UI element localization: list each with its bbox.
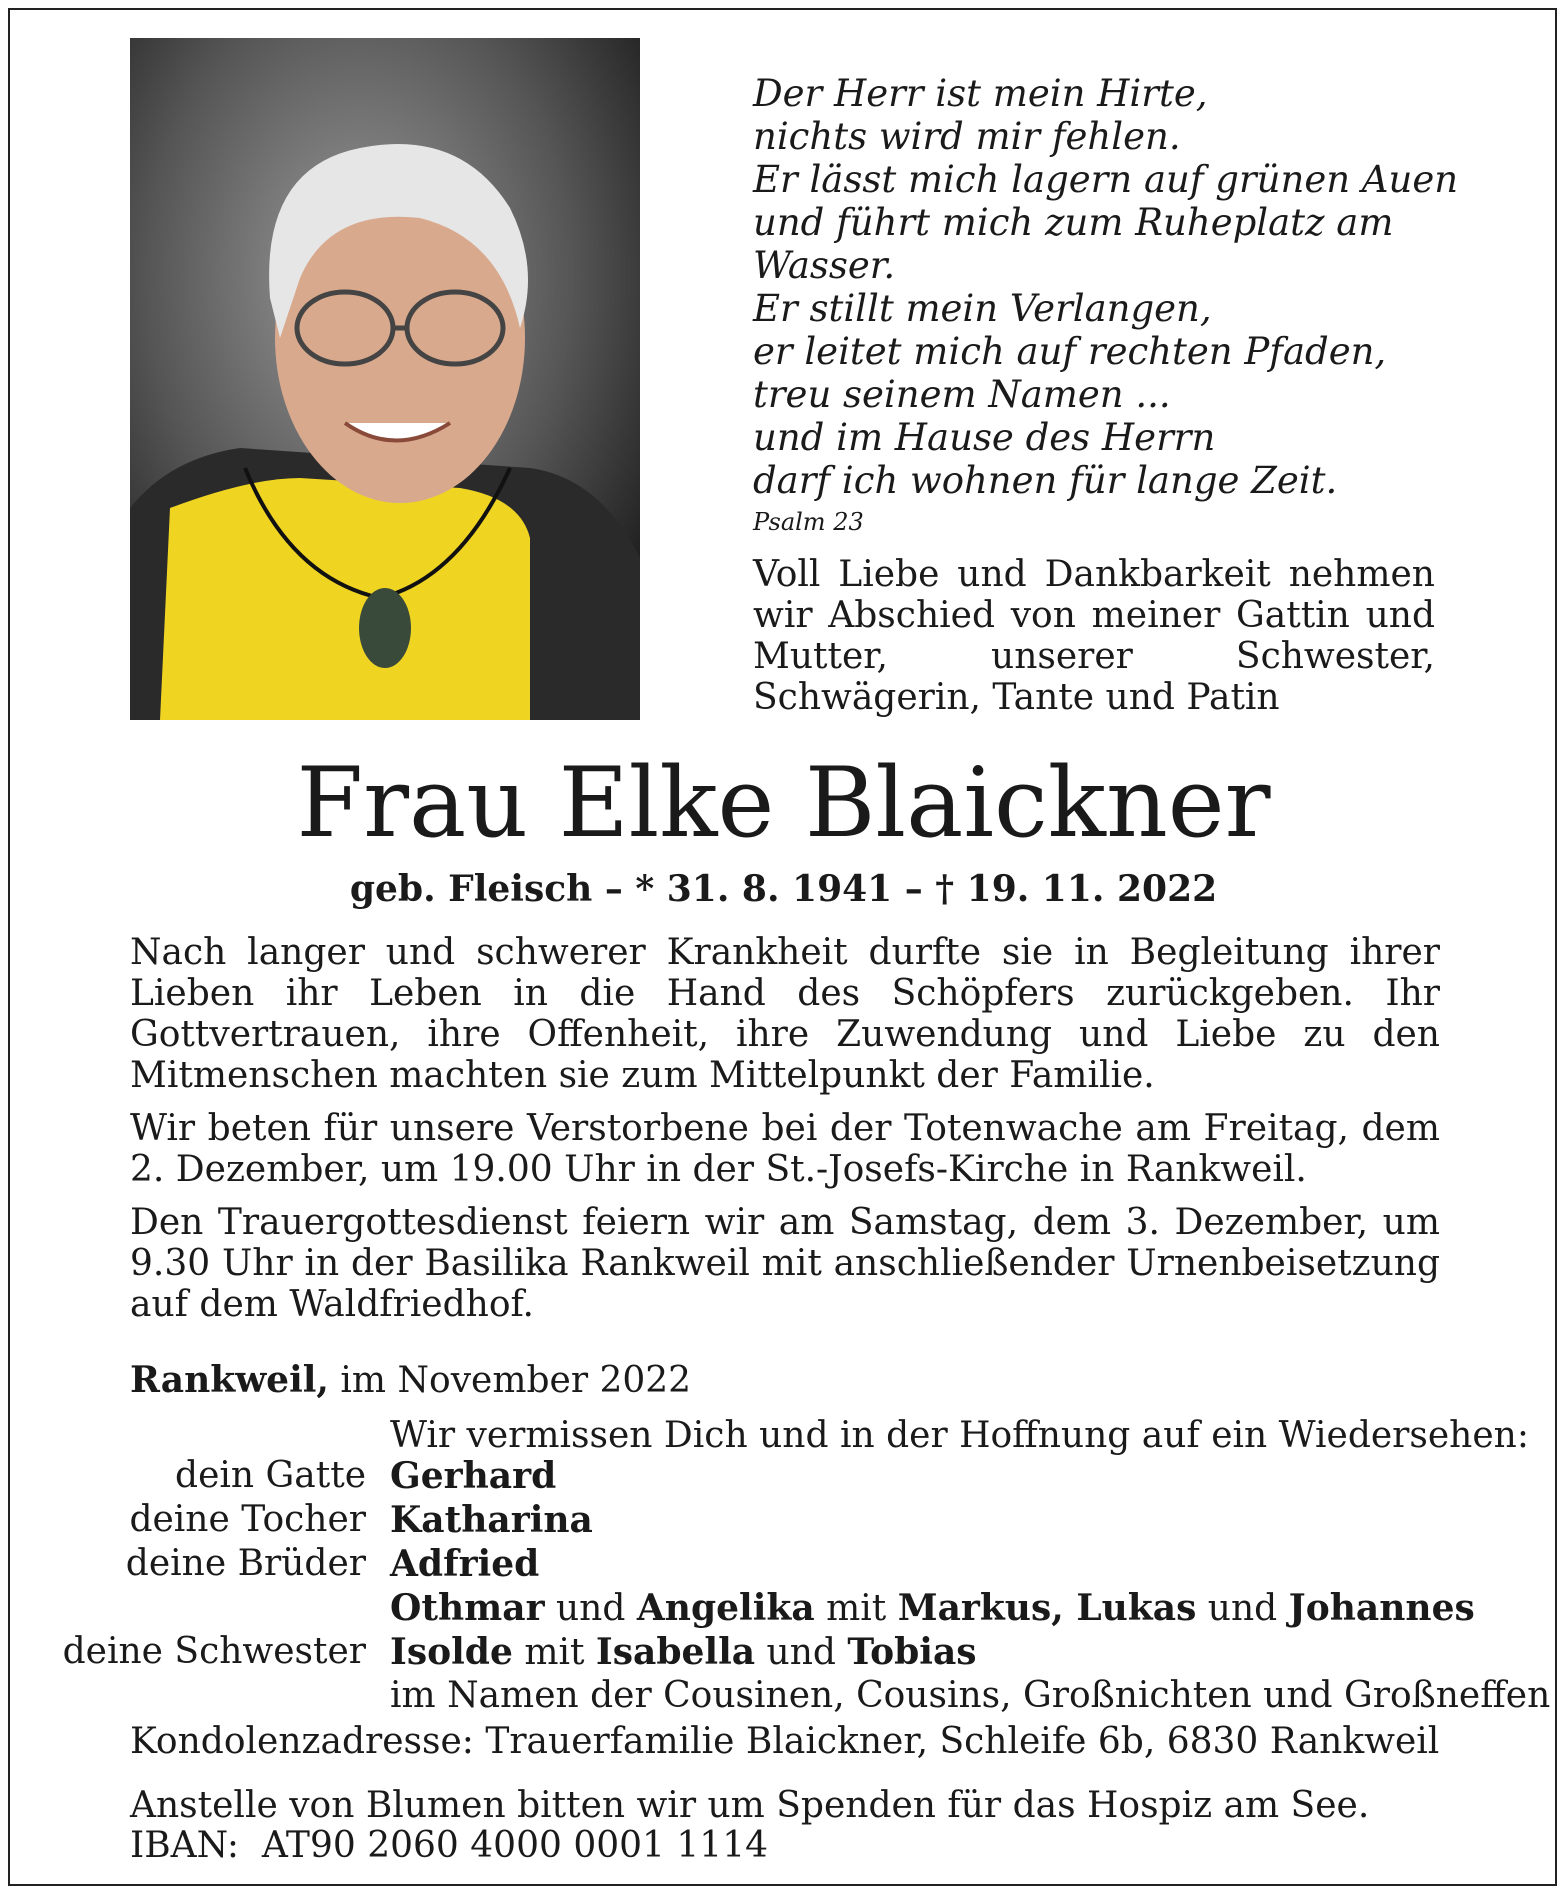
notice-body: [130, 932, 1440, 1337]
family-name: Isolde: [390, 1631, 513, 1673]
family-row: [40, 1674, 1551, 1718]
relation-label: deine Schwester: [62, 1631, 366, 1672]
psalm-line: und führt mich zum Ruheplatz am Wasser.: [753, 201, 1394, 287]
psalm-line: darf ich wohnen für lange Zeit.: [753, 459, 1338, 502]
place-town: Rankweil,: [130, 1359, 329, 1401]
portrait-photo: [130, 38, 640, 720]
family-row: [40, 1454, 1540, 1498]
relation-label: deine Brüder: [125, 1543, 366, 1584]
paragraph: Wir beten für unsere Verstorbene bei der Totenwache am Freitag, dem 2. Dezember, um 19.00 Uhr in der St.-Josefs-Kirche in Rankweil.: [130, 1108, 1440, 1190]
family-name: Katharina: [390, 1499, 593, 1541]
deceased-name: Frau Elke Blaickner: [296, 747, 1271, 859]
conjunction: und: [766, 1632, 836, 1673]
intro-text: Voll Liebe und Dankbarkeit nehmen wir Abschied von meiner Gattin und Mutter, unserer Schwester, Schwägerin, Tante und Patin: [753, 554, 1435, 718]
psalm-line: Er lässt mich lagern auf grünen Auen: [753, 158, 1459, 201]
family-names: [390, 1586, 1475, 1630]
donation-info: [130, 1786, 1369, 1866]
family-name: Isabella: [595, 1631, 756, 1673]
family-row: [40, 1542, 1540, 1586]
relation-label: deine Tocher: [129, 1499, 366, 1540]
life-dates: geb. Fleisch – * 31. 8. 1941 – † 19. 11. 2022: [349, 868, 1218, 910]
psalm-quote: [753, 72, 1513, 540]
family-name: Othmar: [390, 1587, 545, 1629]
family-name: Markus, Lukas: [897, 1587, 1197, 1629]
psalm-line: er leitet mich auf rechten Pfaden,: [753, 330, 1387, 373]
paragraph: Den Trauergottesdienst feiern wir am Samstag, dem 3. Dezember, um 9.30 Uhr in der Basilika Rankweil mit anschließender Urnenbeisetzung auf dem Waldfriedhof.: [130, 1202, 1440, 1325]
conjunction: und: [1207, 1588, 1278, 1629]
family-name: Adfried: [390, 1543, 540, 1585]
psalm-line: treu seinem Namen ...: [753, 373, 1171, 416]
conjunction: mit: [826, 1588, 887, 1629]
place-date-text: im November 2022: [340, 1360, 692, 1401]
psalm-line: und im Hause des Herrn: [753, 416, 1216, 459]
psalm-line: nichts wird mir fehlen.: [753, 115, 1181, 158]
family-name: Tobias: [847, 1631, 977, 1673]
family-list: [40, 1454, 1551, 1718]
iban: IBAN: AT90 2060 4000 0001 1114: [130, 1825, 768, 1866]
family-names: [390, 1630, 977, 1674]
cousins-line: im Namen der Cousinen, Cousins, Großnichten und Großneffen: [390, 1675, 1551, 1716]
place-date: [130, 1358, 691, 1403]
donation-text: Anstelle von Blumen bitten wir um Spenden für das Hospiz am See.: [130, 1785, 1370, 1826]
family-row: [40, 1498, 1540, 1542]
psalm-reference: Psalm 23: [753, 508, 864, 536]
family-row: [40, 1586, 1540, 1630]
family-name: Angelika: [636, 1587, 815, 1629]
family-row: [40, 1630, 1540, 1674]
family-name: Gerhard: [390, 1455, 557, 1497]
psalm-line: Er stillt mein Verlangen,: [753, 287, 1212, 330]
condolence-address: Kondolenzadresse: Trauerfamilie Blaickner, Schleife 6b, 6830 Rankweil: [130, 1721, 1440, 1762]
conjunction: und: [556, 1588, 626, 1629]
psalm-line: Der Herr ist mein Hirte,: [753, 72, 1208, 115]
paragraph: Nach langer und schwerer Krankheit durfte sie in Begleitung ihrer Lieben ihr Leben in die Hand des Schöpfers zurückgeben. Ihr Gottvertrauen, ihre Offenheit, ihre Zuwendung und Liebe zu den Mitmenschen machten sie zum Mittelpunkt der Familie.: [130, 932, 1440, 1096]
relation-label: dein Gatte: [175, 1455, 366, 1496]
greeting-line: Wir vermissen Dich und in der Hoffnung auf ein Wiedersehen:: [390, 1415, 1529, 1456]
family-name: Johannes: [1288, 1587, 1475, 1629]
conjunction: mit: [524, 1632, 585, 1673]
